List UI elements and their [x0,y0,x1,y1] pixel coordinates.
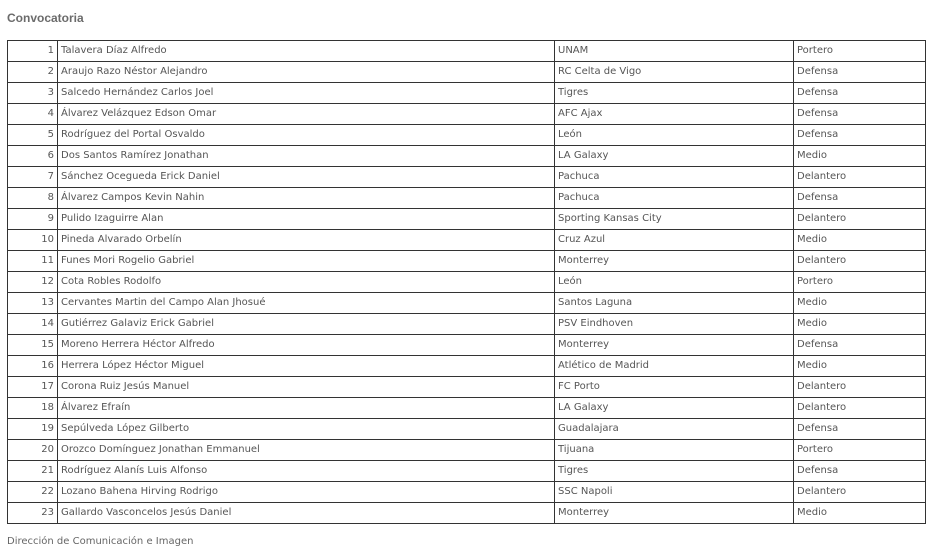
player-number-cell: 6 [8,146,58,167]
player-name-cell: Funes Mori Rogelio Gabriel [58,251,555,272]
player-name-cell: Lozano Bahena Hirving Rodrigo [58,482,555,503]
player-number-cell: 13 [8,293,58,314]
player-club-cell: Cruz Azul [555,230,794,251]
table-row [8,377,926,398]
player-name-cell: Pineda Alvarado Orbelín [58,230,555,251]
table-row [8,335,926,356]
player-position-cell: Portero [794,272,926,293]
player-club-cell: UNAM [555,41,794,62]
player-number-cell: 22 [8,482,58,503]
player-position-cell: Defensa [794,62,926,83]
player-club-cell: Guadalajara [555,419,794,440]
player-number-cell: 4 [8,104,58,125]
player-position-cell: Medio [794,293,926,314]
player-position-cell: Delantero [794,398,926,419]
player-number-cell: 9 [8,209,58,230]
player-position-cell: Medio [794,503,926,524]
table-row [8,503,926,524]
player-position-cell: Defensa [794,188,926,209]
player-position-cell: Delantero [794,209,926,230]
player-club-cell: SSC Napoli [555,482,794,503]
player-name-cell: Pulido Izaguirre Alan [58,209,555,230]
player-position-cell: Defensa [794,83,926,104]
player-number-cell: 2 [8,62,58,83]
table-row [8,251,926,272]
player-number-cell: 12 [8,272,58,293]
player-club-cell: León [555,272,794,293]
player-number-cell: 17 [8,377,58,398]
player-number-cell: 7 [8,167,58,188]
player-club-cell: Santos Laguna [555,293,794,314]
player-number-cell: 10 [8,230,58,251]
player-club-cell: FC Porto [555,377,794,398]
player-name-cell: Rodríguez Alanís Luis Alfonso [58,461,555,482]
footer-credit: Dirección de Comunicación e Imagen [7,536,194,547]
player-club-cell: Sporting Kansas City [555,209,794,230]
player-number-cell: 20 [8,440,58,461]
player-club-cell: Tigres [555,461,794,482]
table-row [8,440,926,461]
table-row [8,230,926,251]
player-club-cell: Tigres [555,83,794,104]
player-name-cell: Gallardo Vasconcelos Jesús Daniel [58,503,555,524]
player-club-cell: Tijuana [555,440,794,461]
player-number-cell: 23 [8,503,58,524]
player-position-cell: Delantero [794,251,926,272]
page-title: Convocatoria [7,11,84,25]
player-number-cell: 18 [8,398,58,419]
player-name-cell: Gutiérrez Galaviz Erick Gabriel [58,314,555,335]
player-number-cell: 5 [8,125,58,146]
player-position-cell: Defensa [794,104,926,125]
player-name-cell: Rodríguez del Portal Osvaldo [58,125,555,146]
player-club-cell: PSV Eindhoven [555,314,794,335]
player-number-cell: 3 [8,83,58,104]
player-number-cell: 8 [8,188,58,209]
player-position-cell: Defensa [794,461,926,482]
player-name-cell: Talavera Díaz Alfredo [58,41,555,62]
player-club-cell: AFC Ajax [555,104,794,125]
player-club-cell: Monterrey [555,503,794,524]
player-club-cell: Pachuca [555,188,794,209]
player-number-cell: 21 [8,461,58,482]
player-name-cell: Cervantes Martin del Campo Alan Jhosué [58,293,555,314]
player-number-cell: 19 [8,419,58,440]
table-row [8,461,926,482]
player-club-cell: RC Celta de Vigo [555,62,794,83]
player-name-cell: Herrera López Héctor Miguel [58,356,555,377]
table-row [8,293,926,314]
roster-table [7,40,926,524]
player-position-cell: Portero [794,440,926,461]
table-row [8,41,926,62]
player-position-cell: Medio [794,146,926,167]
table-row [8,314,926,335]
player-position-cell: Portero [794,41,926,62]
player-number-cell: 1 [8,41,58,62]
player-number-cell: 14 [8,314,58,335]
player-name-cell: Corona Ruiz Jesús Manuel [58,377,555,398]
player-position-cell: Medio [794,230,926,251]
player-name-cell: Álvarez Velázquez Edson Omar [58,104,555,125]
player-position-cell: Delantero [794,377,926,398]
player-name-cell: Sepúlveda López Gilberto [58,419,555,440]
table-row [8,83,926,104]
player-club-cell: Monterrey [555,251,794,272]
player-name-cell: Cota Robles Rodolfo [58,272,555,293]
table-row [8,167,926,188]
player-name-cell: Dos Santos Ramírez Jonathan [58,146,555,167]
table-row [8,104,926,125]
player-position-cell: Defensa [794,419,926,440]
player-name-cell: Moreno Herrera Héctor Alfredo [58,335,555,356]
table-row [8,272,926,293]
table-row [8,62,926,83]
table-row [8,356,926,377]
player-club-cell: León [555,125,794,146]
table-row [8,398,926,419]
player-name-cell: Álvarez Campos Kevin Nahin [58,188,555,209]
roster-table-body [8,41,926,524]
player-position-cell: Delantero [794,167,926,188]
player-position-cell: Defensa [794,335,926,356]
player-name-cell: Álvarez Efraín [58,398,555,419]
table-row [8,146,926,167]
player-position-cell: Defensa [794,125,926,146]
player-name-cell: Salcedo Hernández Carlos Joel [58,83,555,104]
player-position-cell: Medio [794,314,926,335]
table-row [8,419,926,440]
player-club-cell: Atlético de Madrid [555,356,794,377]
player-name-cell: Orozco Domínguez Jonathan Emmanuel [58,440,555,461]
player-position-cell: Medio [794,356,926,377]
player-club-cell: Monterrey [555,335,794,356]
player-club-cell: Pachuca [555,167,794,188]
table-row [8,125,926,146]
player-club-cell: LA Galaxy [555,398,794,419]
player-number-cell: 15 [8,335,58,356]
player-number-cell: 11 [8,251,58,272]
player-club-cell: LA Galaxy [555,146,794,167]
player-name-cell: Sánchez Ocegueda Erick Daniel [58,167,555,188]
player-number-cell: 16 [8,356,58,377]
player-name-cell: Araujo Razo Néstor Alejandro [58,62,555,83]
table-row [8,482,926,503]
table-row [8,209,926,230]
table-row [8,188,926,209]
player-position-cell: Delantero [794,482,926,503]
